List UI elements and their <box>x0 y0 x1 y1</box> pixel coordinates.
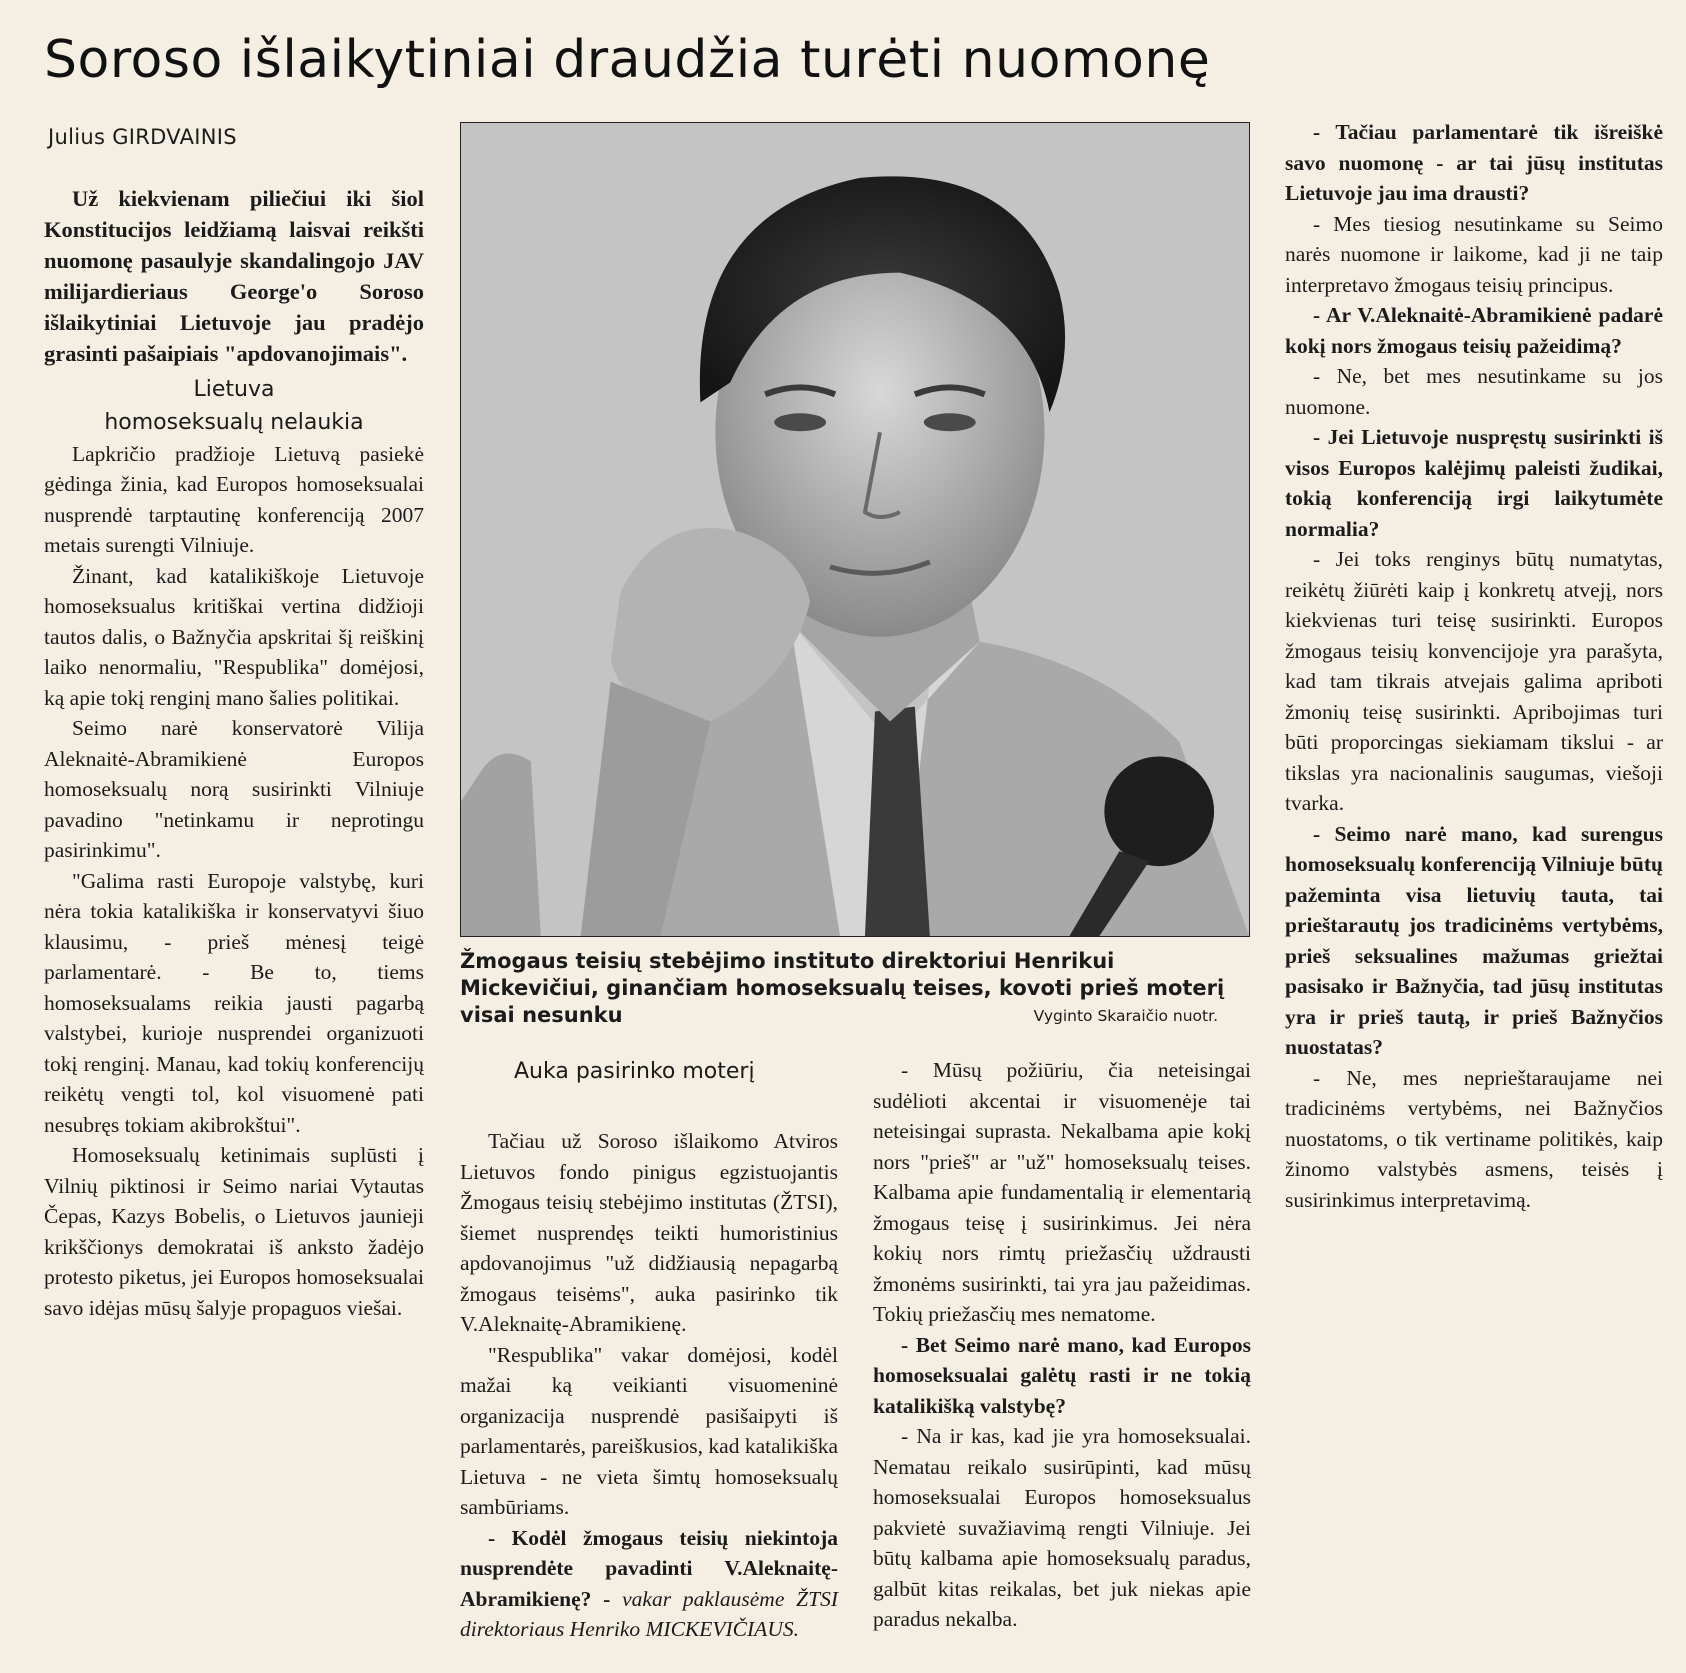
answer-paragraph: - Na ir kas, kad jie yra homoseksualai. Nematau reikalo susirūpinti, kad mūsų homoseksualai Europos homoseksualus pakvietė suvažiavimą rengti Vilniuje. Jei būtų kalbama apie homoseksualų paradus, galbūt kitas reikalas, bet juk niekas apie paradus nekalba. <box>873 1424 1251 1631</box>
photo-caption: Žmogaus teisių stebėjimo instituto direktoriui Henrikui Mickevičiui, ginančiam homoseksualų teises, kovoti prieš moterį visai nesunku <box>460 949 1225 1027</box>
question-text: - Kodėl žmogaus teisių niekintoja nusprendėte pavadinti V.Aleknaitę- Abramikienę? - <box>460 1525 838 1611</box>
paragraph: "Respublika" vakar domėjosi, kodėl mažai ką veikianti visuomeninė organizacija nusprendė pasišaipyti iš parlamentarės, pareiškusios, kad katalikiška Lietuva - ne vieta šimtų homoseksualų sambūriams. <box>460 1342 838 1519</box>
column-1 <box>44 118 424 1323</box>
paragraph: "Galima rasti Europoje valstybę, kuri nėra tokia katalikiška ir konservatyvi šiuo klausimu, - prieš mėnesį teigė parlamentarė. - Be to, tiems homoseksualams reikia jausti pagarbą valstybei, kurioje nusprendei organizuoti tokį renginį. Manau, kad tokių konferencijų reikėtų vengti tol, kol visuomenė pati nesubręs tokiam akibrokštui". <box>44 868 424 1137</box>
column-3 <box>873 1055 1251 1635</box>
portrait-photo <box>460 122 1250 937</box>
subhead-line: homoseksualų nelaukia <box>104 409 364 435</box>
question-tail: vakar paklausėme ŽTSI direktoriaus Henriko MICKEVIČIAUS. <box>460 1586 838 1641</box>
paragraph: Seimo narė konservatorė Vilija Aleknaitė-Abramikienė Europos homoseksualų norą susirinkti Vilniuje pavadino "netinkamu ir neprotingu pasirinkimu". <box>44 716 424 862</box>
headline: Soroso išlaikytiniai draudžia turėti nuomonę <box>44 30 1211 90</box>
paragraph: - Mūsų požiūriu, čia neteisingai sudėlioti akcentai ir visuomenėje tai neteisingai suprasta. Nekalbama apie kokį nors "prieš" ar "už" homoseksualų teises. Kalbama apie fundamentalią ir elementarią žmogaus teisę į susirinkimus. Jei nėra kokių nors rimtų priežasčių uždrausti žmonėms susirinkti, tai yra jau pažeidimas. Tokių priežasčių mes nematome. <box>873 1058 1251 1326</box>
subhead-lietuva <box>44 373 424 439</box>
column-4 <box>1285 117 1663 1215</box>
interview-paragraph: - Mes tiesiog nesutinkame su Seimo narės nuomone ir laikome, kad ji ne taip interpretavo žmogaus teisių principus. <box>1285 211 1663 297</box>
byline: Julius GIRDVAINIS <box>48 125 237 149</box>
lead-paragraph: Už kiekvienam piliečiui iki šiol Konstitucijos leidžiamą laisvai reikšti nuomonę pasaulyje skandalingojo JAV milijardieriaus George'o Soroso išlaikytiniai Lietuvoje jau pradėjo grasinti pašaipiais "apdovanojimais". <box>44 185 424 366</box>
interview-paragraph: - Jei toks renginys būtų numatytas, reikėtų žiūrėti kaip į konkretų atvejį, nors kiekvienas turi teisę susirinkti. Europos žmogaus teisių konvencijoje yra parašyta, kad tam tikrais atvejais galima apriboti žmonių teisę susirinkti. Apribojimas turi būti proporcingas siekiamam tikslui - ar tikslas yra nacionalinis saugumas, viešoji tvarka. <box>1285 547 1663 815</box>
subhead-line: Lietuva <box>193 376 275 402</box>
question-paragraph <box>460 1523 838 1645</box>
interview-paragraph: - Ne, mes neprieštaraujame nei tradicinėms vertybėms, nei Bažnyčios nuostatoms, o tik vertiname politikės, kaip žinomo valstybės asmens, teisės į susirinkimus interpretavimą. <box>1285 1065 1663 1212</box>
question-paragraph: - Bet Seimo narė mano, kad Europos homoseksualai galėtų rasti ir ne tokią katalikišką valstybę? <box>873 1332 1251 1418</box>
interview-paragraph: - Jei Lietuvoje nuspręstų susirinkti iš visos Europos kalėjimų paleisti žudikai, tokią konferenciją irgi laikytumėte normalia? <box>1285 425 1663 541</box>
interview-paragraph: - Seimo narė mano, kad surengus homoseksualų konferenciją Vilniuje būtų pažeminta visa lietuvių tauta, tai prieštarautų jos tradicinėms vertybėms, prieš seksualines mažumas griežtai pasisako ir Bažnyčia, tad jūsų institutas yra ir prieš tautą, ir prieš Bažnyčios nuostatas? <box>1285 821 1663 1059</box>
subhead-auka: Auka pasirinko moterį <box>514 1059 755 1084</box>
photo-credit: Vyginto Skaraičio nuotr. <box>1033 1007 1218 1025</box>
paragraph: Lapkričio pradžioje Lietuvą pasiekė gėdinga žinia, kad Europos homoseksualai nusprendė tarptautinę konferenciją 2007 metais surengti Vilniuje. <box>44 441 424 557</box>
paragraph: Žinant, kad katalikiškoje Lietuvoje homoseksualus kritiškai vertina didžioji tautos dalis, o Bažnyčia apskritai šį reiškinį laiko nenormaliu, "Respublika" domėjosi, ką apie tokį renginį mano šalies politikai. <box>44 563 424 710</box>
paragraph: Homoseksualų ketinimais suplūsti į Vilnių piktinosi ir Seimo nariai Vytautas Čepas, Kazys Bobelis, o Lietuvos jaunieji krikščionys demokratai iš anksto žadėjo protesto piketus, jei Europos homoseksualai savo idėjas mūsų šalyje propaguos viešai. <box>44 1143 424 1320</box>
column-2 <box>460 1055 838 1645</box>
interview-paragraph: - Ar V.Aleknaitė-Abramikienė padarė kokį nors žmogaus teisių pažeidimą? <box>1285 303 1663 358</box>
interview-paragraph: - Tačiau parlamentarė tik išreiškė savo nuomonę - ar tai jūsų institutas Lietuvoje jau ima drausti? <box>1285 120 1663 205</box>
portrait-illustration <box>461 123 1249 936</box>
interview-paragraph: - Ne, bet mes nesutinkame su jos nuomone. <box>1285 364 1663 419</box>
paragraph: Tačiau už Soroso išlaikomo Atviros Lietuvos fondo pinigus egzistuojantis Žmogaus teisių stebėjimo institutas (ŽTSI), šiemet nusprendęs teikti humoristinius apdovanojimus "už didžiausią nepagarbą žmogaus teisėms", auka pasirinko tik V.Aleknaitę-Abramikienę. <box>460 1129 838 1336</box>
